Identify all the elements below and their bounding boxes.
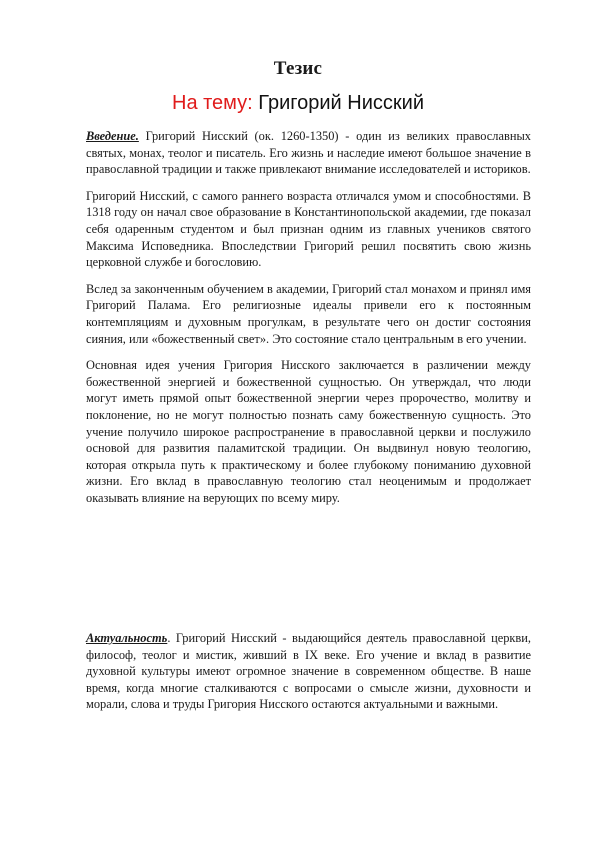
paragraph-4: Основная идея учения Григория Нисского заключается в различении между божественной энергией и божественной сущностью. Он утверждал, что люди могут иметь прямой опыт божественной энергии через пророчество, молитву и поклонение, но не могут полностью познать саму божественную сущность. Это учение получило широкое распространение в православной церкви и послужило основой для развития паламитской традиции. Он выдвинул новую теологию, которая открыла путь к практическому и более глубокому пониманию духовной жизни. Его вклад в православную теологию стал неоценимым и продолжает оказывать влияние на верующих по всему миру. — [86, 358, 531, 505]
body-section-1 — [86, 128, 531, 516]
subtitle-topic: Григорий Нисский — [258, 92, 424, 114]
document-subtitle — [0, 92, 596, 115]
relevance-paragraph — [86, 630, 531, 713]
body-section-2 — [86, 630, 531, 723]
paragraph-3: Вслед за законченным обучением в академии, Григорий стал монахом и принял имя Григорий Палама. Его религиозные идеалы привели его к постоянным контемпляциям и духовным прогулкам, в результате чего он достиг состояния сияния, или «божественный свет». Это состояние стало центральным в его учении. — [86, 281, 531, 346]
intro-paragraph — [86, 128, 531, 178]
relevance-text: . Григорий Нисский - выдающийся деятель православной церкви, философ, теолог и мистик, живший в IX веке. Его учение и вклад в развитие духовной культуры имеют огромное значение в современном обществе. В наше время, когда многие сталкиваются с вопросами о смысле жизни, духовности и морали, слова и труды Григория Нисского остаются актуальными и важными. — [86, 631, 531, 712]
subtitle-prefix: На тему: — [172, 92, 253, 114]
document-title: Тезис — [273, 58, 323, 79]
intro-text: Григорий Нисский (ок. 1260-1350) - один из великих православных святых, монах, теолог и писатель. Его жизнь и наследие имеют большое значение в православной традиции и также привлекают внимание исследователей и историков. — [86, 129, 531, 177]
intro-label: Введение. — [86, 129, 139, 143]
relevance-label: Актуальность — [86, 631, 168, 645]
paragraph-2: Григорий Нисский, с самого раннего возраста отличался умом и способностями. В 1318 году он начал свое образование в Константинопольской академии, где показал себя одаренным студентом и был признан одним из главных учеников святого Максима Исповедника. Впоследствии Григорий решил посвятить свою жизнь церковной службе и богословию. — [86, 188, 531, 270]
